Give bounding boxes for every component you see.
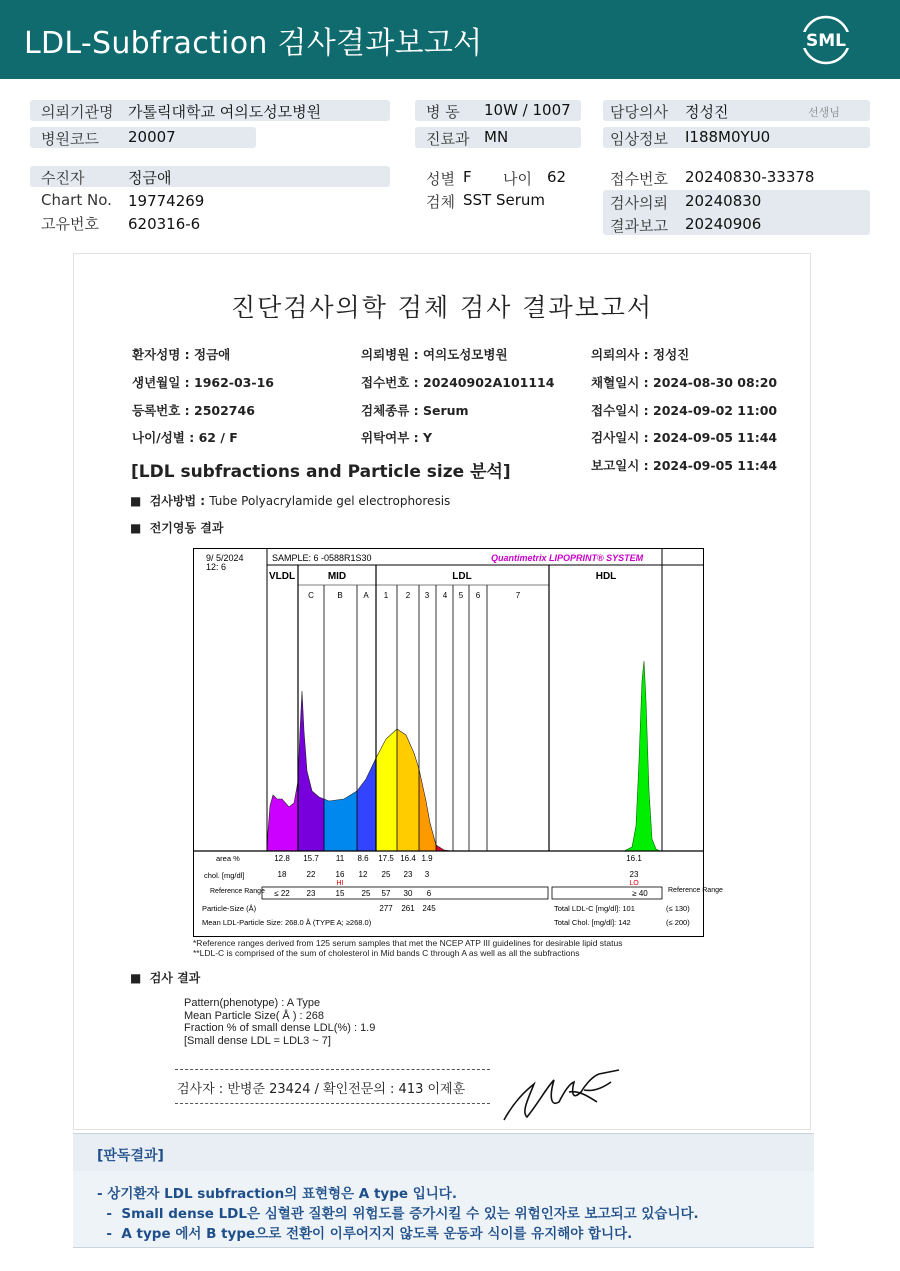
particle-size-3: 245 (422, 904, 436, 913)
scanned-report (73, 253, 811, 1130)
total-chol-ref: (≤ 200) (666, 918, 690, 927)
area-label: area % (216, 854, 240, 863)
band-label-A: A (363, 591, 369, 600)
flag-B: HI (336, 880, 344, 887)
ward-label: 병 동 (426, 103, 460, 121)
age-value: 62 (547, 168, 567, 186)
chol-value-A: 12 (358, 870, 368, 879)
result-label: 검사 결과 (149, 971, 201, 985)
request-value: 20240830 (685, 192, 762, 210)
sml-logo (800, 14, 852, 66)
chart-notes (193, 938, 622, 958)
ref-value-6: 6 (426, 889, 432, 898)
total-ldl: Total LDL-C [mg/dl]: 101 (554, 904, 635, 913)
particle-size-label: Particle-Size (Å) (202, 904, 257, 913)
note-2: **LDL-C is comprised of the sum of cholesterol in Mid bands C through A as well as all the subfractions (193, 948, 580, 958)
report-title: 진단검사의학 검체 검사 결과보고서 (230, 293, 654, 322)
verdict-line-3: - A type 에서 B type으로 전환이 이루어지지 않도록 운동과 식이를 유지해야 합니다. (97, 1226, 633, 1242)
total-chol: Total Chol. [mg/dl]: 142 (554, 918, 631, 927)
band-label-5: 5 (458, 591, 464, 600)
chol-value-B: 16 (335, 870, 345, 879)
group-label-HDL: HDL (595, 571, 617, 582)
field-draw: 채혈일시 : 2024-08-30 08:20 (591, 375, 778, 390)
area-value-3: 1.9 (421, 854, 433, 863)
field-agesex: 나이/성별 : 62 / F (132, 430, 238, 445)
report-value: 20240906 (685, 215, 762, 233)
note-1: *Reference ranges derived from 125 serum samples that met the NCEP ATP III guidelines for desirable lipid status (193, 938, 623, 948)
ref-value-5: 30 (403, 889, 413, 898)
particle-size-1: 277 (379, 904, 393, 913)
group-label-VLDL: VLDL (268, 571, 296, 582)
hospital-label: 의뢰기관명 (41, 103, 114, 121)
uid-label: 고유번호 (41, 215, 99, 233)
field-birth: 생년월일 : 1962-03-16 (132, 375, 274, 390)
specimen-value: SST Serum (463, 191, 546, 209)
code-label: 병원코드 (41, 130, 99, 148)
verdict-line-2: - Small dense LDL은 심혈관 질환의 위험도를 증가시킬 수 있는 위험인자로 보고되고 있습니다. (97, 1206, 699, 1222)
ref-value-1: 23 (306, 889, 316, 898)
band-area-1 (376, 729, 397, 851)
result-sdldl: [Small dense LDL = LDL3 ~ 7] (184, 1034, 331, 1047)
band-area-VLDL (267, 781, 298, 851)
verdict-header (73, 1133, 814, 1171)
verdict-panel (73, 1133, 814, 1247)
method-line: ■ 검사방법 : Tube Polyacrylamide gel electrophoresis (130, 494, 451, 508)
uid-value: 620316-6 (128, 215, 201, 233)
clinical-value: I188M0YU0 (685, 128, 771, 146)
receipt-value: 20240830-33378 (685, 168, 815, 186)
result-line: ■ 검사 결과 (130, 971, 201, 985)
patient-label: 수진자 (41, 169, 85, 187)
field-recv: 접수번호 : 20240902A101114 (361, 375, 555, 390)
sex-value: F (463, 168, 472, 186)
report-label: 결과보고 (610, 217, 668, 235)
chart-plot (194, 549, 723, 936)
field-doc: 의뢰의사 : 정성진 (591, 347, 690, 362)
field-recvtime: 접수일시 : 2024-09-02 11:00 (591, 403, 778, 418)
ref-value-3: 25 (361, 889, 371, 898)
clinical-label: 임상정보 (610, 130, 668, 148)
band-label-1: 1 (383, 591, 389, 600)
signature-image (499, 1062, 629, 1127)
chol-value-C: 22 (306, 870, 316, 879)
band-area-C (298, 691, 324, 851)
method-value: Tube Polyacrylamide gel electrophoresis (209, 494, 451, 508)
request-label: 검사의뢰 (610, 194, 668, 212)
receipt-label: 접수번호 (610, 170, 668, 188)
code-value: 20007 (128, 128, 176, 146)
field-hosp: 의뢰병원 : 여의도성모병원 (361, 347, 508, 362)
particle-size-2: 261 (401, 904, 415, 913)
verdict-heading: [판독결과] (97, 1148, 164, 1164)
result-block (184, 997, 375, 1047)
chart-date: 9/ 5/2024 (206, 553, 244, 563)
verdict-line-1: - 상기환자 LDL subfraction의 표현형은 A type 입니다. (97, 1186, 457, 1202)
signer-line: 검사자 : 반병준 23424 / 확인전문의 : 413 이제훈 (177, 1082, 466, 1097)
divider-bottom (175, 1103, 490, 1104)
sex-label: 성별 (426, 170, 455, 188)
area-value-C: 15.7 (303, 854, 319, 863)
band-area-2 (397, 729, 419, 851)
band-label-6: 6 (475, 591, 481, 600)
verdict-body (73, 1171, 814, 1248)
field-consign: 위탁여부 : Y (361, 430, 433, 445)
band-label-3: 3 (424, 591, 430, 600)
ref-value-4: 57 (381, 889, 391, 898)
band-label-B: B (337, 591, 343, 600)
total-ldl-ref: (≤ 130) (666, 904, 690, 913)
area-value-2: 16.4 (400, 854, 416, 863)
chol-value-VLDL: 18 (277, 870, 287, 879)
band-label-2: 2 (405, 591, 411, 600)
result-fraction: Fraction % of small dense LDL(%) : 1.9 (184, 1022, 376, 1034)
age-label: 나이 (503, 170, 532, 188)
section-title: [LDL subfractions and Particle size 분석] (131, 462, 511, 482)
ref-label: Reference Range (210, 888, 265, 895)
header-bar (0, 0, 900, 79)
area-value-HDL: 16.1 (626, 854, 642, 863)
group-label-LDL: LDL (452, 571, 472, 582)
chart-sample: SAMPLE: 6 -0588R1S30 (272, 553, 372, 563)
doctor-value: 정성진 (685, 103, 729, 121)
chart-system: Quantimetrix LIPOPRINT® SYSTEM (491, 553, 644, 563)
lipoprint-chart (193, 548, 723, 937)
chart-value: 19774269 (128, 192, 205, 210)
area-value-1: 17.5 (378, 854, 394, 863)
band-label-4: 4 (442, 591, 448, 600)
chol-label: chol. [mg/dl] (204, 871, 245, 880)
ward-value: 10W / 1007 (484, 101, 571, 119)
hospital-value: 가톨릭대학교 여의도성모병원 (128, 103, 322, 121)
page-title: LDL-Subfraction 검사결과보고서 (24, 26, 483, 61)
field-name: 환자성명 : 정금애 (132, 347, 231, 362)
band-area-A (357, 758, 376, 851)
ref-value-2: 15 (335, 889, 345, 898)
field-reporttime: 보고일시 : 2024-09-05 11:44 (591, 458, 778, 473)
divider-top (175, 1069, 490, 1070)
chart-label: Chart No. (41, 191, 112, 209)
electro-label: 전기영동 결과 (149, 521, 224, 535)
field-reg: 등록번호 : 2502746 (132, 403, 255, 418)
result-size: Mean Particle Size( Å ) : 268 (184, 1009, 325, 1022)
field-kind: 검체종류 : Serum (361, 403, 469, 418)
doctor-suffix: 선생님 (808, 106, 840, 119)
logo-text: SML (806, 31, 846, 51)
chol-value-HDL: 23 (629, 870, 639, 879)
area-value-A: 8.6 (357, 854, 369, 863)
area-value-VLDL: 12.8 (274, 854, 290, 863)
method-label: 검사방법 : (149, 494, 210, 508)
area-value-B: 11 (335, 854, 345, 863)
chol-value-3: 3 (424, 870, 430, 879)
patient-value: 정금애 (128, 169, 172, 187)
flag-HDL: LO (629, 880, 639, 887)
band-label-C: C (308, 591, 314, 600)
specimen-label: 검체 (426, 193, 455, 211)
ref-value-7: ≥ 40 (632, 889, 648, 898)
ref-value-0: ≤ 22 (274, 889, 290, 898)
chart-time: 12: 6 (206, 562, 227, 572)
electro-line: ■ 전기영동 결과 (130, 521, 224, 535)
dept-label: 진료과 (426, 130, 470, 148)
result-pattern: Pattern(phenotype) : A Type (184, 997, 321, 1009)
group-label-MID: MID (327, 571, 347, 582)
field-testtime: 검사일시 : 2024-09-05 11:44 (591, 430, 778, 445)
doctor-label: 담당의사 (610, 103, 668, 121)
band-area-B (324, 791, 357, 851)
chol-value-1: 25 (381, 870, 391, 879)
chol-value-2: 23 (403, 870, 413, 879)
band-label-7: 7 (515, 591, 521, 600)
ref-label-right: Reference Range (668, 887, 723, 894)
mean-size: Mean LDL-Particle Size: 268.0 Å (TYPE A; ≥268.0) (202, 918, 372, 927)
dept-value: MN (484, 128, 509, 146)
band-area-HDL (624, 661, 660, 851)
